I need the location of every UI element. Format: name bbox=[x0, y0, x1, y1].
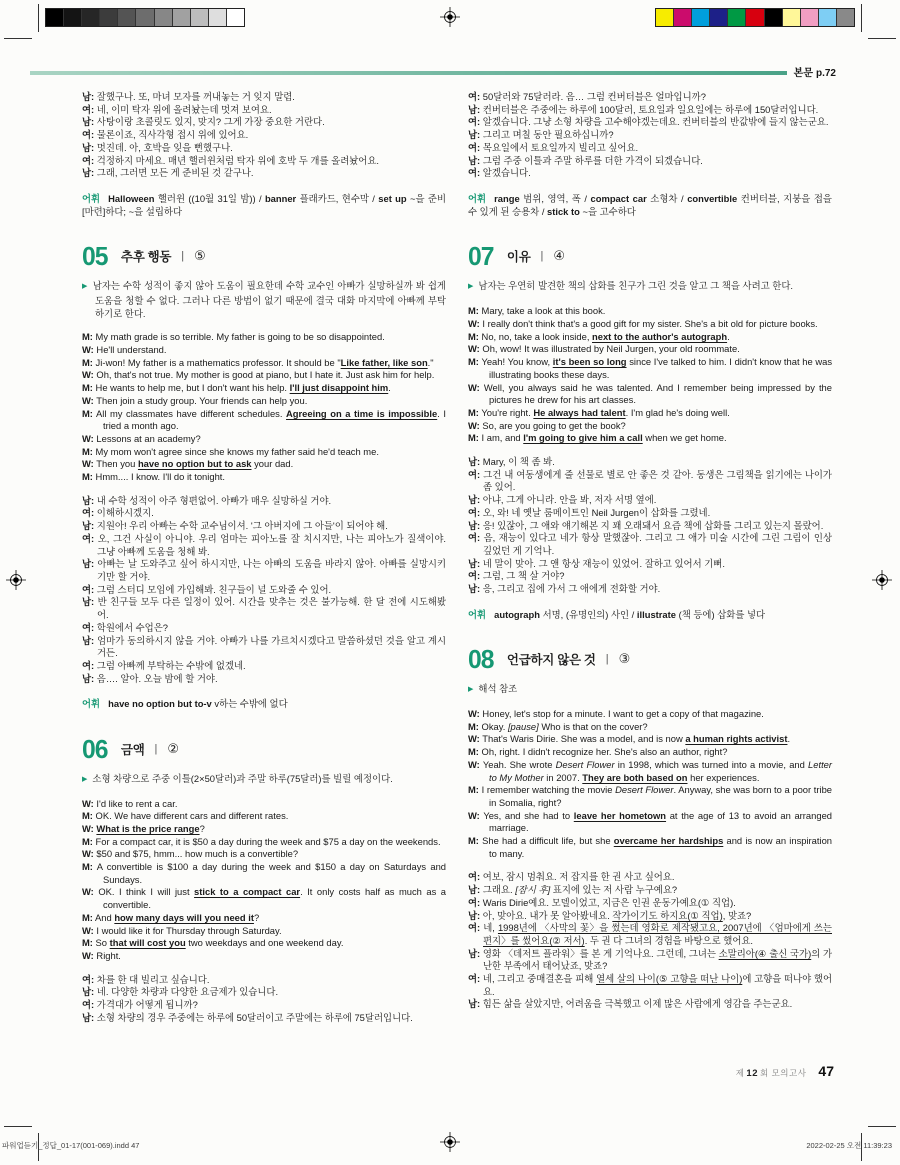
dialogue-line: M: And how many days will you need it? bbox=[82, 911, 260, 923]
speaker-label: 남: bbox=[82, 1011, 95, 1023]
dialogue-line: M: You're right. He always had talent. I'm glad he's doing well. bbox=[468, 406, 730, 418]
crop-mark bbox=[861, 4, 862, 32]
dialogue-line: 여: 그럼 아빠께 부탁하는 수밖에 없겠네. bbox=[82, 659, 246, 671]
separator: | bbox=[540, 250, 544, 263]
korean-dialogue bbox=[82, 495, 446, 686]
question-header bbox=[82, 733, 446, 764]
separator: | bbox=[181, 250, 185, 263]
underlined-phrase: have no option but to ask bbox=[137, 458, 252, 470]
speaker-label: 여: bbox=[468, 871, 481, 883]
answer-number: ② bbox=[167, 740, 179, 756]
calibration-swatch bbox=[728, 9, 746, 26]
dialogue-line: W: Lessons at an academy? bbox=[82, 432, 201, 444]
speaker-label: 남: bbox=[82, 672, 95, 684]
question-number: 07 bbox=[468, 241, 494, 272]
answer-number: ⑤ bbox=[194, 248, 206, 264]
exam-label: 제 12 회 모의고사 bbox=[735, 1068, 807, 1079]
answer-number: ④ bbox=[553, 248, 565, 264]
dialogue-line: 여: 물론이죠, 직사각형 접시 위에 있어요. bbox=[82, 129, 249, 141]
speaker-label: 남: bbox=[82, 494, 95, 506]
underlined-phrase: that will cost you bbox=[109, 937, 186, 949]
underlined-phrase: stick to a compact car bbox=[194, 886, 301, 898]
separator: | bbox=[154, 742, 158, 755]
dialogue-line: W: I really don't think that's a good gift for my sister. She's a bit old for picture books. bbox=[468, 318, 818, 330]
bold-term: compact car bbox=[590, 192, 647, 204]
underlined-phrase: They are both based on bbox=[582, 771, 688, 783]
dialogue-line: W: I would like it for Thursday through Saturday. bbox=[82, 924, 282, 936]
dialogue-line: 여: 가격대가 어떻게 됩니까? bbox=[82, 999, 198, 1011]
dialogue-line: 여: 목요일에서 토요일까지 빌리고 싶어요. bbox=[468, 141, 639, 153]
dialogue-line: 남: 사탕이랑 초콜릿도 있지, 맞지? 그게 가장 중요한 거란다. bbox=[82, 116, 325, 128]
question-type: 추후 행동 bbox=[120, 250, 172, 265]
speaker-label: 여: bbox=[82, 103, 95, 115]
dialogue-line: 여: 오, 와! 네 옛날 룸메이트인 Neil Jurgen이 삽화를 그렸네. bbox=[468, 506, 711, 518]
speaker-label: W: bbox=[468, 758, 480, 770]
speaker-label: 여: bbox=[82, 999, 95, 1011]
calibration-swatch bbox=[46, 9, 64, 26]
dialogue-line: W: He'll understand. bbox=[82, 344, 167, 356]
italic-text: Desert Flower bbox=[615, 784, 674, 796]
grayscale-calibration-bar bbox=[45, 8, 245, 27]
speaker-label: M: bbox=[468, 784, 479, 796]
speaker-label: W: bbox=[468, 809, 480, 821]
underlined-phrase: Agreeing on a time is impossible bbox=[286, 407, 438, 419]
dialogue-line: 남: Mary, 이 책 좀 봐. bbox=[468, 456, 555, 468]
dialogue-line: W: Oh, that's not true. My mother is good at piano, but I hate it. Just ask him for help. bbox=[82, 369, 435, 381]
dialogue-line: 남: 그래요. [잠시 후] 표지에 있는 저 사람 누구예요? bbox=[468, 884, 678, 896]
left-column bbox=[82, 91, 446, 1024]
dialogue-line: 남: 컨버터블은 주중에는 하루에 100달러, 토요일과 일요일에는 하루에 150달러입니다. bbox=[468, 103, 819, 115]
question-number: 06 bbox=[82, 733, 108, 764]
intro-arrow-icon: ▶ bbox=[82, 775, 88, 783]
calibration-swatch bbox=[82, 9, 100, 26]
speaker-label: W: bbox=[468, 708, 480, 719]
speaker-label: 남: bbox=[468, 884, 481, 896]
speaker-label: 남: bbox=[468, 909, 481, 921]
speaker-label: W: bbox=[82, 797, 94, 809]
english-dialogue bbox=[82, 331, 446, 483]
vocab-note: 어휘 Halloween 핼러윈 ((10월 31일 밤)) / banner 플래카드, 현수막 / set up ~을 준비[마련]하다; ~을 설립하다 bbox=[82, 192, 447, 218]
speaker-label: W: bbox=[468, 343, 480, 355]
speaker-label: 남: bbox=[468, 494, 481, 506]
dialogue-line: 남: 응, 그리고 집에 가서 그 애에게 전화할 거야. bbox=[468, 583, 661, 595]
question-type: 이유 bbox=[506, 250, 531, 265]
speaker-label: 여: bbox=[82, 507, 95, 519]
calibration-swatch bbox=[692, 9, 710, 26]
dialogue-line: 남: 아빠는 날 도와주고 싶어 하시지만, 나는 아빠의 도움을 바라지 않아. 아빠를 실망시키기만 할 거야. bbox=[82, 558, 447, 582]
dialogue-line: 남: 반 친구들 모두 다른 일정이 있어. 시간을 맞추는 것은 불가능해. 한 달 전에 시도해봤어. bbox=[82, 596, 446, 621]
speaker-label: W: bbox=[82, 924, 94, 936]
speaker-label: M: bbox=[82, 407, 93, 419]
speaker-label: M: bbox=[468, 305, 479, 317]
underlined-phrase: He always had talent bbox=[533, 406, 626, 418]
speaker-label: W: bbox=[82, 886, 94, 898]
speaker-label: M: bbox=[82, 331, 93, 343]
korean-dialogue bbox=[468, 456, 832, 596]
dialogue-line: W: $50 and $75, hmm... how much is a convertible? bbox=[82, 848, 299, 860]
calibration-swatch bbox=[783, 9, 801, 26]
question-intro: ▶ 해석 참조 bbox=[468, 683, 518, 694]
speaker-label: M: bbox=[82, 445, 93, 457]
dialogue-line: 남: 그리고 며칠 동안 필요하십니까? bbox=[468, 129, 614, 141]
speaker-label: M: bbox=[82, 810, 93, 822]
dialogue-line: W: Then join a study group. Your friends can help you. bbox=[82, 394, 308, 406]
speaker-label: 여: bbox=[468, 141, 481, 153]
header-rule bbox=[30, 71, 787, 75]
bold-term: Halloween bbox=[108, 192, 155, 204]
dialogue-line: 남: 그럼 주중 이틀과 주말 하루를 더한 가격이 되겠습니다. bbox=[468, 154, 703, 166]
dialogue-line: W: So, are you going to get the book? bbox=[468, 419, 626, 431]
speaker-label: 남: bbox=[82, 520, 95, 532]
dialogue-line: W: What is the price range? bbox=[82, 822, 205, 834]
speaker-label: 남: bbox=[468, 456, 481, 468]
dialogue-line: 남: 응! 있잖아, 그 애와 얘기해본 지 꽤 오래돼서 요즘 책에 삽화를 그리고 있는지 몰랐어. bbox=[468, 519, 824, 531]
underlined-phrase: 작가이기도 하지요(① 직업) bbox=[612, 909, 723, 921]
speaker-label: 남: bbox=[82, 141, 95, 153]
dialogue-line: 남: 음…. 알아. 오늘 밤에 할 거야. bbox=[82, 672, 218, 684]
speaker-label: W: bbox=[468, 381, 480, 393]
calibration-swatch bbox=[64, 9, 82, 26]
speaker-label: 여: bbox=[468, 91, 481, 102]
dialogue-line: W: Yes, and she had to leave her hometown at the age of 13 to avoid an arranged marriage. bbox=[468, 809, 832, 834]
calibration-swatch bbox=[819, 9, 837, 26]
dialogue-line: 여: 50달러와 75달러라. 음… 그럼 컨버터블은 얼마입니까? bbox=[468, 91, 706, 102]
speaker-label: M: bbox=[82, 911, 93, 923]
separator: | bbox=[605, 653, 609, 665]
dialogue-line: 여: 이해하시겠지. bbox=[82, 507, 154, 519]
dialogue-line: M: Oh, right. I didn't recognize her. She's also an author, right? bbox=[468, 746, 728, 758]
italic-text: [잠시 후] bbox=[515, 884, 551, 896]
speaker-label: W: bbox=[82, 369, 94, 381]
english-dialogue bbox=[82, 798, 446, 963]
dialogue-line: M: A convertible is $100 a day during the week and $150 a day on Saturdays and Sundays. bbox=[82, 861, 446, 885]
speaker-label: M: bbox=[82, 382, 93, 394]
dialogue-line: 여: 여보, 잠시 멈춰요. 저 잡지를 한 권 사고 싶어요. bbox=[468, 871, 675, 883]
underlined-phrase: overcame her hardships bbox=[613, 835, 724, 847]
calibration-swatch bbox=[710, 9, 728, 26]
dialogue-line: 남: 내 수학 성적이 아주 형편없어. 아빠가 매우 실망하실 거야. bbox=[82, 494, 332, 506]
header-page-number: p.72 bbox=[815, 68, 836, 79]
vocab-note: 어휘 range 범위, 영역, 폭 / compact car 소형차 / convertible 컨버터블, 지붕을 접을 수 있게 된 승용차 / stick to ~을 고수하다 bbox=[468, 192, 832, 218]
dialogue-line: M: For a compact car, it is $50 a day during the week and $75 a day on the weekends. bbox=[82, 835, 441, 847]
speaker-label: 여: bbox=[468, 973, 481, 985]
speaker-label: M: bbox=[82, 861, 93, 873]
speaker-label: 남: bbox=[468, 103, 481, 115]
question-intro: ▶ 남자는 수학 성적이 좋지 않아 도움이 필요한데 수학 교수인 아빠가 실망하실까 봐 쉽게 도움을 청할 수 없다. 그러나 다른 방법이 없기 때문에 결국 대화 마지막에 아빠께 부탁하기로 한다. bbox=[82, 280, 446, 320]
speaker-label: 여: bbox=[82, 621, 95, 633]
intro-arrow-icon: ▶ bbox=[468, 686, 474, 693]
calibration-swatch bbox=[765, 9, 783, 26]
speaker-label: 여: bbox=[82, 973, 95, 985]
intro-arrow-icon: ▶ bbox=[82, 283, 88, 291]
question-number: 05 bbox=[82, 241, 108, 272]
dialogue-line: M: I remember watching the movie Desert Flower. Anyway, she was born to a poor tribe in Somalia, right? bbox=[468, 784, 832, 808]
dialogue-line: 남: 멋진데. 아, 호박을 잊을 뻔했구나. bbox=[82, 141, 233, 153]
crop-mark bbox=[868, 1126, 896, 1127]
dialogue-line: 남: 영화 〈데저트 플라워〉를 본 게 기억나요. 그런데, 그녀는 소말리아(④ 출신 국가)의 가난한 부족에서 태어났죠, 맞죠? bbox=[468, 947, 833, 972]
italic-text: [pause] bbox=[507, 720, 539, 732]
print-datetime: 2022-02-25 오전 11:39:23 bbox=[806, 1141, 892, 1150]
vocab-label: 어휘 bbox=[468, 608, 487, 620]
dialogue-line: 여: 그럼, 그 책 살 거야? bbox=[468, 570, 565, 582]
speaker-label: 남: bbox=[82, 986, 95, 998]
english-dialogue bbox=[468, 708, 832, 860]
question-intro: ▶ 남자는 우연히 발견한 책의 삽화를 친구가 그린 것을 알고 그 책을 사려고 한다. bbox=[468, 280, 793, 292]
registration-mark-icon bbox=[6, 570, 26, 590]
italic-text: Desert Flower bbox=[555, 758, 615, 770]
page-number: 47 bbox=[818, 1063, 834, 1079]
dialogue-line: 남: 네 말이 맞아. 그 앤 항상 재능이 있었어. 잘하고 있어서 기뻐. bbox=[468, 557, 725, 569]
underlined-phrase: I'm going to give him a call bbox=[523, 432, 643, 444]
english-dialogue bbox=[468, 305, 832, 445]
dialogue-line: W: Oh, wow! It was illustrated by Neil Jurgen, your old roommate. bbox=[468, 343, 740, 355]
dialogue-line: 여: 네, 이미 탁자 위에 올려놨는데 멋져 보여요. bbox=[82, 103, 272, 115]
calibration-swatch bbox=[746, 9, 764, 26]
speaker-label: M: bbox=[468, 432, 479, 444]
vocab-note: 어휘 autograph 서명, (유명인의) 사인 / illustrate (책 등에) 삽화를 넣다 bbox=[468, 608, 766, 620]
speaker-label: W: bbox=[82, 949, 94, 961]
speaker-label: M: bbox=[82, 356, 93, 368]
speaker-label: 남: bbox=[82, 596, 95, 608]
dialogue-line: 남: 네. 다양한 차량과 다양한 요금제가 있습니다. bbox=[82, 986, 279, 998]
speaker-label: M: bbox=[468, 356, 479, 368]
dialogue-line: 여: 걱정하지 마세요. 매년 핼러윈처럼 탁자 위에 호박 두 개를 올려놨어요. bbox=[82, 154, 380, 166]
speaker-label: M: bbox=[82, 937, 93, 949]
speaker-label: 남: bbox=[468, 998, 481, 1010]
dialogue-line: 여: 알겠습니다. 그냥 소형 차량을 고수해야겠는데요. 컨버터블의 반값밖에 들지 않는군요. bbox=[468, 116, 829, 128]
vocab-note: 어휘 have no option but to-v v하는 수밖에 없다 bbox=[82, 698, 288, 710]
underlined-phrase: how many days will you need it bbox=[114, 911, 254, 923]
answer-number: ③ bbox=[618, 651, 631, 666]
bold-term: range bbox=[494, 192, 520, 204]
bold-term: banner bbox=[264, 192, 297, 204]
dialogue-line: 여: 그건 내 여동생에게 줄 선물로 별로 안 좋은 것 같아. 동생은 그림책을 읽기에는 나이가 좀 있어. bbox=[468, 468, 832, 493]
question-type: 언급하지 않은 것 bbox=[506, 653, 596, 667]
speaker-label: M: bbox=[468, 720, 479, 732]
dialogue-line: M: My math grade is so terrible. My father is going to be so disappointed. bbox=[82, 331, 385, 343]
speaker-label: W: bbox=[82, 458, 94, 470]
speaker-label: W: bbox=[468, 733, 480, 745]
dialogue-line: M: My mom won't agree since she knows my father said he'd teach me. bbox=[82, 445, 379, 457]
speaker-label: 남: bbox=[468, 154, 481, 166]
crop-mark bbox=[38, 4, 39, 32]
dialogue-line: 남: 아, 맞아요. 내가 못 알아봤네요. 작가이기도 하지요(① 직업), 맞죠? bbox=[468, 909, 752, 921]
speaker-label: W: bbox=[82, 344, 94, 356]
calibration-swatch bbox=[801, 9, 819, 26]
calibration-swatch bbox=[191, 9, 209, 26]
underlined-phrase: 1998년에 〈사막의 꽃〉을 썼는데 영화로 제작됐고요, 2007년에 〈엄마에게 쓰는 편지〉를 썼어요(② 저서) bbox=[483, 922, 832, 946]
speaker-label: 여: bbox=[468, 922, 481, 934]
dialogue-line: 여: 차를 한 대 빌리고 싶습니다. bbox=[82, 973, 210, 985]
speaker-label: 여: bbox=[468, 570, 481, 582]
dialogue-line: 남: 그래, 그러면 모든 게 준비된 것 같구나. bbox=[82, 167, 254, 179]
bold-term: set up bbox=[378, 192, 407, 204]
registration-mark-icon bbox=[872, 570, 892, 590]
italic-text: Letter to My Mother bbox=[489, 758, 833, 783]
question-intro: ▶ 소형 차량으로 주중 이틀(2×50달러)과 주말 하루(75달러)를 빌릴 예정이다. bbox=[82, 772, 393, 784]
crop-mark bbox=[4, 38, 32, 39]
calibration-swatch bbox=[136, 9, 154, 26]
color-calibration-bar bbox=[655, 8, 855, 27]
underlined-phrase: 열세 살의 나이(⑤ 고향을 떠난 나이) bbox=[596, 973, 743, 985]
speaker-label: 남: bbox=[468, 583, 481, 595]
dialogue-line: M: All my classmates have different schedules. Agreeing on a time is impossible. I tried a month ago. bbox=[82, 407, 446, 432]
dialogue-line: 여: Waris Dirie예요. 모델이었고, 지금은 인권 운동가예요(① 직업). bbox=[468, 896, 736, 908]
dialogue-line: M: No, no, take a look inside, next to the author's autograph. bbox=[468, 330, 730, 342]
dialogue-line: W: Well, you always said he was talented. And I remember being impressed by the pictures he drew for his art classes. bbox=[468, 381, 832, 406]
question-header bbox=[82, 241, 446, 272]
speaker-label: M: bbox=[468, 406, 479, 418]
right-column bbox=[468, 91, 832, 1024]
underlined-phrase: leave her hometown bbox=[573, 809, 667, 821]
speaker-label: 여: bbox=[468, 896, 481, 908]
registration-mark-icon bbox=[440, 1132, 460, 1152]
exam-number: 12 bbox=[746, 1068, 758, 1079]
speaker-label: 여: bbox=[82, 659, 95, 671]
dialogue-line: 여: 오, 그건 사실이 아니야. 우리 엄마는 피아노를 잘 치시지만, 나는 피아노가 질색이야. 그냥 아빠께 도움을 청해 봐. bbox=[82, 532, 446, 557]
bold-term: have no option but to-v bbox=[108, 698, 212, 710]
underlined-phrase: next to the author's autograph bbox=[592, 330, 728, 342]
dialogue-line: M: So that will cost you two weekdays and one weekend day. bbox=[82, 937, 344, 949]
underlined-phrase: I'll just disappoint him bbox=[289, 382, 389, 394]
dialogue-line: 여: 네, 그리고 중매결혼을 피해 열세 살의 나이(⑤ 고향을 떠난 나이)에 고향을 떠나야 했어요. bbox=[468, 973, 832, 997]
bold-term: autograph bbox=[494, 608, 540, 620]
korean-dialogue bbox=[82, 91, 446, 180]
dialogue-line: 여: 음, 재능이 있다고 네가 항상 말했잖아. 그리고 그 애가 미술 시간에 그린 그림이 인상 깊었던 게 기억나. bbox=[468, 532, 832, 556]
question-header bbox=[468, 241, 832, 272]
speaker-label: 여: bbox=[82, 583, 95, 595]
speaker-label: W: bbox=[82, 432, 94, 444]
header-label: 본문 bbox=[793, 68, 813, 79]
underlined-phrase: a human rights activist bbox=[685, 733, 788, 745]
calibration-swatch bbox=[155, 9, 173, 26]
speaker-label: 남: bbox=[82, 91, 95, 102]
speaker-label: M: bbox=[468, 746, 479, 758]
dialogue-line: 남: 힘든 삶을 살았지만, 어려움을 극복했고 이제 많은 사람에게 영감을 주는군요. bbox=[468, 998, 793, 1010]
speaker-label: 남: bbox=[468, 129, 481, 141]
speaker-label: 여: bbox=[468, 506, 481, 518]
dialogue-line: 남: 지원아! 우리 아빠는 수학 교수님이셔. '그 아버지에 그 아들'이 되어야 해. bbox=[82, 520, 388, 532]
vocab-label: 어휘 bbox=[82, 192, 101, 204]
dialogue-line: 여: 그럼 스터디 모임에 가입해봐. 친구들이 널 도와줄 수 있어. bbox=[82, 583, 332, 595]
print-file-info: 파워업듣기_정답_01-17(001-069).indd 47 bbox=[2, 1141, 140, 1150]
dialogue-line: 여: 알겠습니다. bbox=[468, 167, 531, 179]
calibration-swatch bbox=[674, 9, 692, 26]
dialogue-line: W: Honey, let's stop for a minute. I want to get a copy of that magazine. bbox=[468, 708, 764, 719]
intro-arrow-icon: ▶ bbox=[468, 283, 474, 291]
bold-term: stick to bbox=[547, 206, 580, 218]
speaker-label: W: bbox=[82, 848, 94, 860]
speaker-label: 여: bbox=[82, 532, 95, 544]
dialogue-line: M: Ji-won! My father is a mathematics professor. It should be "Like father, like son." bbox=[82, 356, 434, 368]
speaker-label: 여: bbox=[468, 116, 481, 128]
dialogue-line: M: Yeah! You know, it's been so long since I've talked to him. I didn't know that he was illustrating books these days. bbox=[468, 356, 833, 380]
dialogue-line: M: I am, and I'm going to give him a call when we get home. bbox=[468, 432, 727, 444]
korean-dialogue bbox=[468, 91, 832, 180]
dialogue-line: 남: 아냐, 그게 아니라. 안을 봐, 저자 서명 옆에. bbox=[468, 494, 657, 506]
question-type: 금액 bbox=[120, 742, 145, 757]
speaker-label: 여: bbox=[82, 154, 95, 166]
speaker-label: 남: bbox=[82, 116, 95, 128]
speaker-label: 남: bbox=[468, 947, 481, 959]
dialogue-line: W: Right. bbox=[82, 949, 121, 961]
bold-term: convertible bbox=[687, 192, 738, 204]
dialogue-line: M: OK. We have different cars and different rates. bbox=[82, 810, 289, 822]
dialogue-line: M: Hmm.... I know. I'll do it tonight. bbox=[82, 471, 225, 483]
question-number: 08 bbox=[468, 644, 494, 674]
dialogue-line: M: Mary, take a look at this book. bbox=[468, 305, 606, 317]
dialogue-line: W: OK. I think I will just stick to a compact car. It only costs half as much as a convertible. bbox=[82, 886, 446, 911]
calibration-swatch bbox=[656, 9, 674, 26]
underlined-phrase: Like father, like son bbox=[340, 356, 428, 368]
calibration-swatch bbox=[173, 9, 191, 26]
korean-dialogue bbox=[82, 974, 446, 1025]
calibration-swatch bbox=[100, 9, 118, 26]
calibration-swatch bbox=[837, 9, 854, 26]
calibration-swatch bbox=[209, 9, 227, 26]
dialogue-line: W: Then you have no option but to ask your dad. bbox=[82, 458, 294, 470]
question-header bbox=[468, 646, 832, 672]
dialogue-line: M: She had a difficult life, but she overcame her hardships and is now an inspiration to many. bbox=[468, 835, 833, 859]
speaker-label: W: bbox=[82, 822, 94, 834]
calibration-swatch bbox=[227, 9, 244, 26]
dialogue-line: M: Okay. [pause] Who is that on the cover? bbox=[468, 720, 648, 732]
speaker-label: 남: bbox=[468, 557, 481, 569]
dialogue-line: 여: 학원에서 수업은? bbox=[82, 621, 169, 633]
underlined-phrase: What is the price range bbox=[96, 822, 200, 834]
speaker-label: M: bbox=[82, 471, 93, 483]
speaker-label: M: bbox=[82, 835, 93, 847]
dialogue-line: 남: 잘했구나. 또, 마녀 모자를 꺼내놓는 거 잊지 말렴. bbox=[82, 91, 295, 102]
dialogue-line: W: Yeah. She wrote Desert Flower in 1998, which was turned into a movie, and Letter to My Mother in 2007. They are both based on her experiences. bbox=[468, 758, 833, 783]
header-page-reference bbox=[791, 64, 836, 79]
speaker-label: M: bbox=[468, 330, 479, 342]
dialogue-line: W: That's Waris Dirie. She was a model, and is now a human rights activist. bbox=[468, 733, 791, 745]
page-footer bbox=[736, 1063, 834, 1079]
korean-dialogue bbox=[468, 871, 832, 1011]
calibration-swatch bbox=[118, 9, 136, 26]
dialogue-line: 남: 소형 차량의 경우 주중에는 하루에 50달러이고 주말에는 하루에 75달러입니다. bbox=[82, 1011, 413, 1023]
speaker-label: 남: bbox=[82, 634, 95, 646]
speaker-label: M: bbox=[468, 835, 479, 847]
speaker-label: W: bbox=[82, 394, 94, 406]
dialogue-line: W: I'd like to rent a car. bbox=[82, 797, 178, 809]
speaker-label: 여: bbox=[468, 532, 481, 544]
speaker-label: 여: bbox=[468, 468, 481, 480]
speaker-label: 여: bbox=[82, 129, 95, 141]
dialogue-line: M: He wants to help me, but I don't want his help. I'll just disappoint him. bbox=[82, 382, 391, 394]
speaker-label: 여: bbox=[468, 167, 481, 179]
speaker-label: W: bbox=[468, 419, 480, 431]
dialogue-line: 여: 네, 1998년에 〈사막의 꽃〉을 썼는데 영화로 제작됐고요, 2007년에 〈엄마에게 쓰는 편지〉를 썼어요(② 저서). 두 권 다 그녀의 경험을 바탕으로 했어요. bbox=[468, 922, 832, 946]
underlined-phrase: 소말리아(④ 출신 국가) bbox=[718, 947, 812, 959]
crop-mark bbox=[4, 1126, 32, 1127]
registration-mark-icon bbox=[440, 7, 460, 27]
vocab-label: 어휘 bbox=[468, 192, 487, 204]
speaker-label: W: bbox=[468, 318, 480, 330]
speaker-label: 남: bbox=[82, 167, 95, 179]
bold-term: illustrate bbox=[636, 608, 676, 620]
underlined-phrase: it's been so long bbox=[552, 356, 627, 368]
speaker-label: 남: bbox=[82, 558, 95, 570]
crop-mark bbox=[868, 38, 896, 39]
vocab-label: 어휘 bbox=[82, 698, 101, 710]
dialogue-line: 남: 엄마가 동의하시지 않을 거야. 아빠가 나를 가르치시겠다고 말씀하셨던 것을 알고 계시거든. bbox=[82, 634, 447, 659]
content-columns bbox=[82, 91, 832, 1024]
speaker-label: 남: bbox=[468, 519, 481, 531]
